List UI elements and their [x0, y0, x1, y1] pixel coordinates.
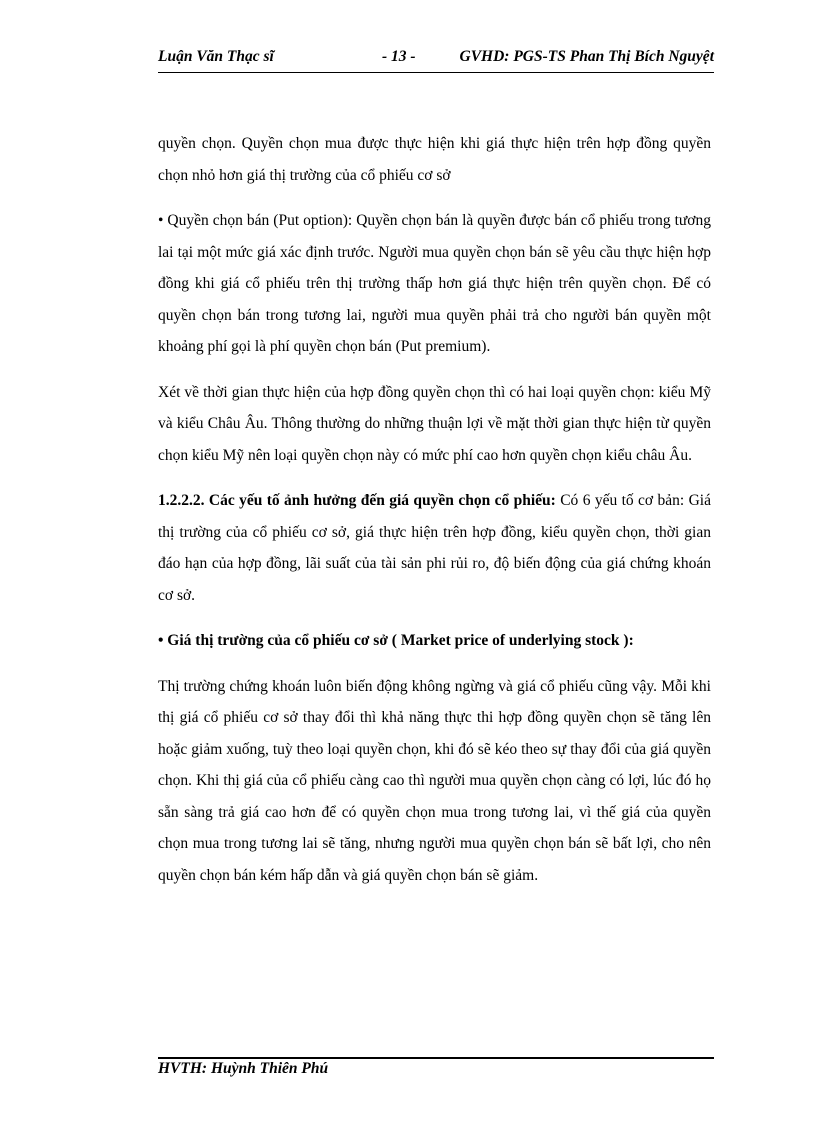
paragraph-option-styles: Xét về thời gian thực hiện của hợp đồng quyền chọn thì có hai loại quyền chọn: kiểu Mỹ và kiểu Châu Âu. Thông thường do những thuận lợi về mặt thời gian thực hiện từ quyền chọn kiểu Mỹ nên loại quyền chọn này có mức phí cao hơn quyền chọn kiểu châu Âu.: [158, 383, 711, 464]
paragraph-market-price: Thị trường chứng khoán luôn biến động không ngừng và giá cổ phiếu cũng vậy. Mỗi khi thị giá cổ phiếu cơ sở thay đổi thì khả năng thực thi hợp đồng quyền chọn sẽ tăng lên hoặc giảm xuống, tuỳ theo loại quyền chọn, khi đó sẽ kéo theo sự thay đổi của giá quyền chọn. Khi thị giá của cổ phiếu càng cao thì người mua quyền chọn càng có lợi, lúc đó họ sẵn sàng trả giá cao hơn để có quyền chọn mua trong tương lai, vì thế giá của quyền chọn mua trong tương lai sẽ tăng, nhưng người mua quyền chọn bán sẽ bất lợi, cho nên quyền chọn bán kém hấp dẫn và giá quyền chọn bán sẽ giảm.: [158, 677, 711, 884]
page-number: - 13 -: [382, 48, 416, 65]
price-factors-text: Có 6 yếu tố cơ bản: Giá thị trường của cổ phiếu cơ sở, giá thực hiện trên hợp đồng, kiểu quyền chọn, thời gian đáo hạn của hợp đồng, lãi suất của tài sản phi rủi ro, độ biến động của giá chứng khoán cơ sở.: [158, 492, 711, 604]
bullet-heading-market-price: • Giá thị trường của cổ phiếu cơ sở ( Market price of underlying stock ):: [158, 632, 634, 649]
paragraph-price-factors: [158, 485, 711, 611]
paragraph-call-option-end: quyền chọn. Quyền chọn mua được thực hiện khi giá thực hiện trên hợp đồng quyền chọn nhỏ hơn giá thị trường của cổ phiếu cơ sở: [158, 135, 711, 184]
thesis-title: Luận Văn Thạc sĩ: [158, 48, 274, 65]
student-name: HVTH: Huỳnh Thiên Phú: [158, 1060, 329, 1077]
header-divider: [158, 72, 714, 73]
page-header: [158, 48, 714, 72]
page-body: [158, 128, 711, 905]
advisor-name: GVHD: PGS-TS Phan Thị Bích Nguyệt: [459, 48, 714, 65]
footer-divider: [158, 1057, 714, 1059]
section-heading-1-2-2-2: 1.2.2.2. Các yếu tố ảnh hưởng đến giá quyền chọn cổ phiếu:: [158, 492, 556, 509]
paragraph-put-option: • Quyền chọn bán (Put option): Quyền chọn bán là quyền được bán cổ phiếu trong tương lai tại một mức giá xác định trước. Người mua quyền chọn bán sẽ yêu cầu thực hiện hợp đồng khi giá cổ phiếu trên thị trường thấp hơn giá thực hiện trên quyền chọn. Để có quyền chọn bán trong tương lai, người mua quyền phải trả cho người bán quyền một khoảng phí gọi là phí quyền chọn bán (Put premium).: [158, 212, 711, 355]
